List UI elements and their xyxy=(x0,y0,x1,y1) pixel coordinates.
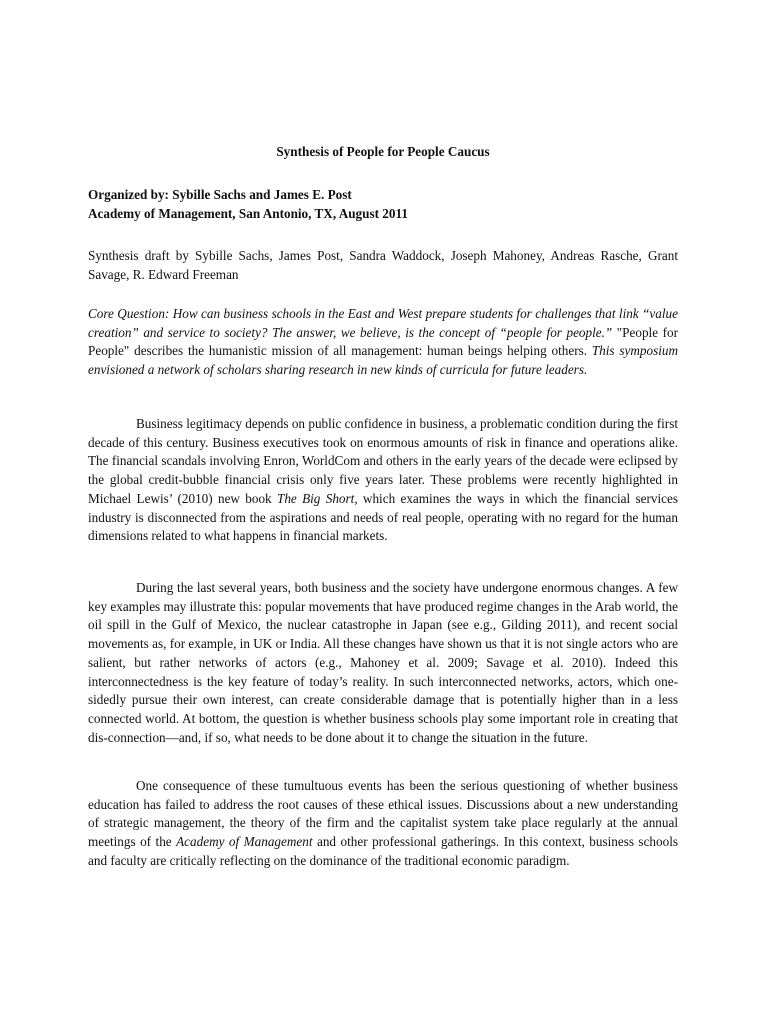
paragraph-1-text-b: , which examines the ways in which the financial services industry is disconnected from the aspirations and needs of real people, operating with no regard for the human dimensions related to what happens in financial markets. xyxy=(88,490,678,544)
paragraph-business-legitimacy xyxy=(88,415,678,546)
core-mission-text: "People for People" describes the humanistic mission of all management: human beings helping others. xyxy=(88,324,678,359)
paragraph-changes: During the last several years, both business and the society have undergone enormous changes. A few key examples may illustrate this: popular movements that have produced regime changes in the Arab world, the oil spill in the Gulf of Mexico, the nuclear catastrophe in Japan (see e.g., Gilding 2011), and recent social movements as, for example, in UK or India. All these changes have shown us that it is not single actors who are salient, but rather networks of actors (e.g., Mahoney et al. 2009; Savage et al. 2010). Indeed this interconnectedness is the key feature of today’s reality. In such interconnected networks, actors, which one-sidedly pursue their own interest, can create considerable damage that is potentially higher than in a less connected world. At bottom, the question is whether business schools play some important role in creating that dis-connection—and, if so, what needs to be done about it to change the situation in the future. xyxy=(88,580,678,745)
core-symposium-text: This symposium envisioned a network of scholars sharing research in new kinds of curricula for future leaders. xyxy=(88,343,678,378)
book-title: The Big Short xyxy=(276,490,355,506)
authors-paragraph: Synthesis draft by Sybille Sachs, James Post, Sandra Waddock, Joseph Mahoney, Andreas Rasche, Grant Savage, R. Edward Freeman xyxy=(88,248,678,282)
organized-by-line: Organized by: Sybille Sachs and James E. Post xyxy=(88,187,352,202)
academy-of-management: Academy of Management xyxy=(176,834,313,850)
document-title: Synthesis of People for People Caucus xyxy=(276,144,490,159)
core-question-paragraph xyxy=(88,305,678,380)
organizer-block xyxy=(88,186,678,223)
core-question-text: Core Question: How can business schools in the East and West prepare students for challenges that link “value creation” and service to society? The answer, we believe, is the concept of “people for people.” xyxy=(88,306,678,340)
paragraph-1-text-a: Business legitimacy depends on public confidence in business, a problematic condition during the first decade of this century. Business executives took on enormous amounts of risk in finance and operations alike. The financial scandals involving Enron, WorldCom and others in the early years of the decade were eclipsed by the global credit-bubble financial crisis only five years later. These problems were recently highlighted in Michael Lewis’ (2010) new book xyxy=(88,416,678,506)
paragraph-consequences xyxy=(88,777,678,871)
paragraph-3-text-b: and other professional gatherings. In this context, business schools and faculty are critically reflecting on the dominance of the traditional economic paradigm. xyxy=(88,834,678,868)
venue-line: Academy of Management, San Antonio, TX, August 2011 xyxy=(88,205,408,221)
paragraph-3-text-a: One consequence of these tumultuous events has been the serious questioning of whether business education has failed to address the root causes of these ethical issues. Discussions about a new understanding of strategic management, the theory of the firm and the capitalist system take place regularly at the annual meetings of the xyxy=(88,778,678,850)
